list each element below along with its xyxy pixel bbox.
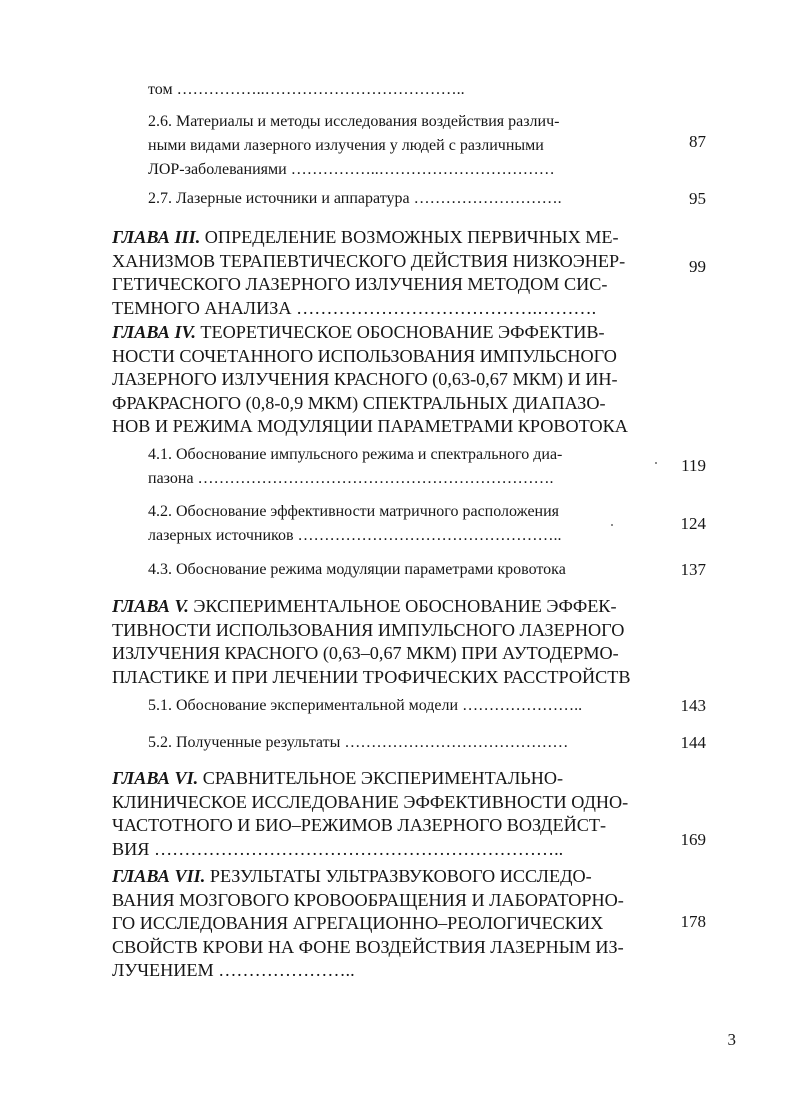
- toc-line: 4.1. Обоснование импульсного режима и спектрального диа-: [148, 446, 563, 463]
- toc-page-number: 95: [689, 189, 706, 208]
- toc-line: [112, 767, 652, 791]
- toc-line: ГЕТИЧЕСКОГО ЛАЗЕРНОГО ИЗЛУЧЕНИЯ МЕТОДОМ СИС-: [112, 274, 608, 294]
- toc-line: ЛОР-заболеваниями ……………..……………………………: [148, 161, 555, 178]
- page-number: 3: [727, 1030, 736, 1049]
- toc-chapter-7: [112, 865, 652, 983]
- toc-line: ЛАЗЕРНОГО ИЗЛУЧЕНИЯ КРАСНОГО (0,63-0,67 МКМ) И ИН-: [112, 369, 618, 389]
- toc-page-number: 169: [680, 830, 706, 849]
- toc-line: ЛУЧЕНИЕМ …………………..: [112, 960, 355, 980]
- toc-line: 5.2. Полученные результаты ……………………………………: [148, 734, 569, 751]
- toc-line: ФРАКРАСНОГО (0,8-0,9 МКМ) СПЕКТРАЛЬНЫХ ДИАПАЗО-: [112, 392, 606, 413]
- toc-entry-5-1: [148, 694, 648, 718]
- chapter-title: ТЕОРЕТИЧЕСКОЕ ОБОСНОВАНИЕ ЭФФЕКТИВ-: [200, 322, 605, 342]
- toc-line: [112, 595, 652, 619]
- toc-line: ЧАСТОТНОГО И БИО–РЕЖИМОВ ЛАЗЕРНОГО ВОЗДЕЙСТ-: [112, 815, 607, 835]
- toc-line: ТИВНОСТИ ИСПОЛЬЗОВАНИЯ ИМПУЛЬСНОГО ЛАЗЕРНОГО: [112, 619, 625, 640]
- toc-entry-5-2: [148, 731, 648, 755]
- toc-chapter-4: [112, 321, 652, 439]
- toc-chapter-6: [112, 767, 652, 861]
- chapter-title: РЕЗУЛЬТАТЫ УЛЬТРАЗВУКОВОГО ИССЛЕДО-: [209, 866, 592, 886]
- toc-line: НОВ И РЕЖИМА МОДУЛЯЦИИ ПАРАМЕТРАМИ КРОВОТОКА: [112, 416, 628, 436]
- toc-line: пазона ………………………………………………………….: [148, 470, 554, 487]
- toc-entry-2-5-continued: [148, 78, 648, 102]
- toc-line: 2.7. Лазерные источники и аппаратура ……………………….: [148, 190, 562, 207]
- toc-line: [112, 865, 652, 889]
- toc-line: ХАНИЗМОВ ТЕРАПЕВТИЧЕСКОГО ДЕЙСТВИЯ НИЗКОЭНЕР-: [112, 250, 626, 271]
- chapter-label: ГЛАВА VII.: [112, 866, 206, 886]
- toc-entry-2-6: [148, 110, 648, 182]
- toc-line: ТЕМНОГО АНАЛИЗА ………………………………….……….: [112, 297, 597, 318]
- toc-entry-2-7: [148, 187, 648, 211]
- toc-line: 5.1. Обоснование экспериментальной модели …………………..: [148, 697, 583, 714]
- toc-page-number: 119: [681, 456, 706, 475]
- toc-line: ВИЯ …………………………………………………………..: [112, 838, 564, 859]
- toc-chapter-3: [112, 226, 652, 320]
- toc-chapter-5: [112, 595, 652, 689]
- toc-page-number: 178: [680, 912, 706, 931]
- toc-page-number: 143: [680, 696, 706, 715]
- toc-line: [112, 321, 652, 345]
- chapter-label: ГЛАВА III.: [112, 227, 201, 247]
- toc-line: ными видами лазерного излучения у людей с различными: [148, 137, 544, 154]
- toc-line: ВАНИЯ МОЗГОВОГО КРОВООБРАЩЕНИЯ И ЛАБОРАТОРНО-: [112, 889, 624, 910]
- toc-line: 4.2. Обоснование эффективности матричного расположения: [148, 503, 560, 520]
- scan-speck: [611, 524, 613, 526]
- chapter-title: ОПРЕДЕЛЕНИЕ ВОЗМОЖНЫХ ПЕРВИЧНЫХ МЕ-: [204, 227, 619, 247]
- toc-line: том ……………..………………………………..: [148, 81, 465, 98]
- toc-line: 2.6. Материалы и методы исследования воздействия различ-: [148, 113, 560, 130]
- toc-line: ИЗЛУЧЕНИЯ КРАСНОГО (0,63–0,67 МКМ) ПРИ АУТОДЕРМО-: [112, 643, 619, 663]
- toc-page-number: 99: [689, 257, 706, 276]
- chapter-label: ГЛАВА V.: [112, 596, 189, 616]
- toc-entry-4-3: [148, 558, 648, 582]
- scan-speck: [655, 462, 657, 464]
- toc-entry-4-1: [148, 443, 648, 491]
- toc-line: 4.3. Обоснование режима модуляции параметрами кровотока: [148, 561, 566, 578]
- toc-line: ПЛАСТИКЕ И ПРИ ЛЕЧЕНИИ ТРОФИЧЕСКИХ РАССТРОЙСТВ: [112, 666, 631, 687]
- toc-entry-4-2: [148, 500, 648, 548]
- toc-page-number: 144: [680, 733, 706, 752]
- toc-page-number: 124: [680, 514, 706, 533]
- chapter-label: ГЛАВА IV.: [112, 322, 196, 342]
- chapter-title: ЭКСПЕРИМЕНТАЛЬНОЕ ОБОСНОВАНИЕ ЭФФЕК-: [193, 596, 617, 616]
- toc-line: ГО ИССЛЕДОВАНИЯ АГРЕГАЦИОННО–РЕОЛОГИЧЕСКИХ: [112, 913, 604, 933]
- toc-page-number: 137: [680, 560, 706, 579]
- chapter-label: ГЛАВА VI.: [112, 768, 199, 788]
- toc-line: НОСТИ СОЧЕТАННОГО ИСПОЛЬЗОВАНИЯ ИМПУЛЬСНОГО: [112, 345, 617, 366]
- toc-line: КЛИНИЧЕСКОЕ ИССЛЕДОВАНИЕ ЭФФЕКТИВНОСТИ ОДНО-: [112, 791, 629, 812]
- toc-line: [112, 226, 652, 250]
- toc-page-number: 87: [689, 132, 706, 151]
- chapter-title: СРАВНИТЕЛЬНОЕ ЭКСПЕРИМЕНТАЛЬНО-: [202, 768, 564, 788]
- toc-line: СВОЙСТВ КРОВИ НА ФОНЕ ВОЗДЕЙСТВИЯ ЛАЗЕРНЫМ ИЗ-: [112, 936, 624, 957]
- toc-line: лазерных источников …………………………………………..: [148, 527, 562, 544]
